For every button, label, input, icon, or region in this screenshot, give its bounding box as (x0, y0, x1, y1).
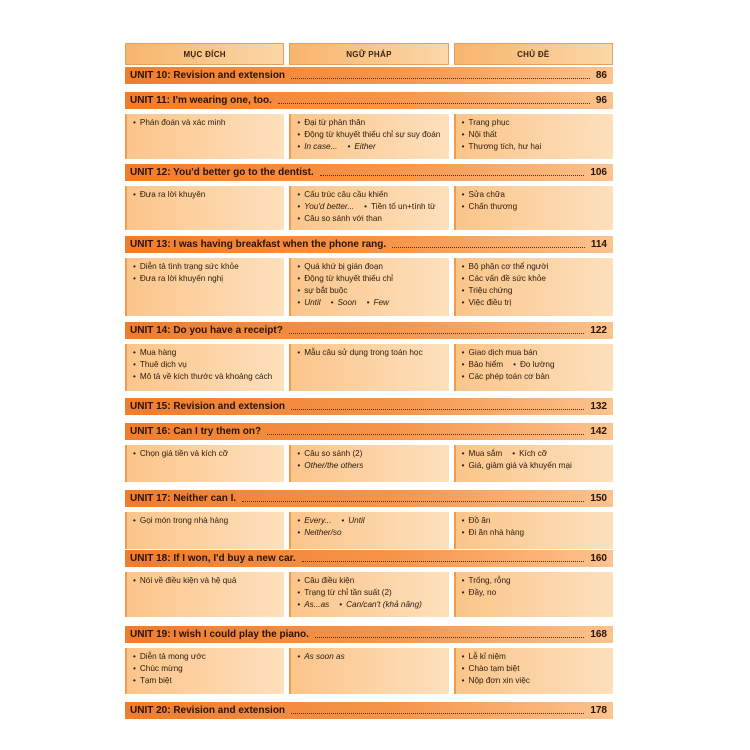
topic-cell (454, 572, 613, 617)
list-item: • Chọn giá tiền và kích cỡ (133, 448, 280, 460)
grammar-cell (289, 572, 448, 617)
list-item: • Nội thất (462, 129, 609, 141)
unit-title: UNIT 16: Can I try them on? (130, 426, 262, 437)
list-item: • Câu điều kiện (297, 575, 444, 587)
list-item: • You'd better... (297, 201, 354, 213)
list-item: • Động từ khuyết thiếu chỉ (297, 273, 444, 285)
list-item: • In case... (297, 141, 337, 153)
list-item: • As soon as (297, 651, 444, 663)
item-group (297, 599, 444, 611)
unit-title: UNIT 13: I was having breakfast when the phone rang. (130, 239, 387, 250)
list-item: • Diễn tả mong ước (133, 651, 280, 663)
unit-heading (125, 490, 613, 507)
list-item: • Các phép toán cơ bản (462, 371, 609, 383)
dot-leader (302, 561, 585, 562)
list-item: • Câu so sánh với than (297, 213, 444, 225)
unit-heading (125, 550, 613, 567)
dot-leader (291, 409, 584, 410)
topic-cell (454, 648, 613, 694)
unit-detail-row (125, 572, 613, 617)
dot-leader (291, 713, 584, 714)
unit-title: UNIT 12: You'd better go to the dentist. (130, 167, 314, 178)
unit-heading (125, 236, 613, 253)
purpose-cell (125, 445, 284, 482)
list-item: • Quá khứ bị gián đoạn (297, 261, 444, 273)
list-item: • As...as (297, 599, 329, 611)
dot-leader (278, 103, 590, 104)
grammar-cell (289, 114, 448, 159)
list-item: • Every... (297, 515, 331, 527)
item-group (462, 448, 609, 460)
unit-page-number: 122 (590, 325, 607, 336)
unit-heading (125, 702, 613, 719)
list-item: • Sửa chữa (462, 189, 609, 201)
unit-page-number: 178 (590, 705, 607, 716)
list-item: • Mô tả về kích thước và khoảng cách (133, 371, 280, 383)
unit-detail-row (125, 258, 613, 316)
list-item: • Tiền tố un+tính từ (364, 201, 435, 213)
unit-title: UNIT 11: I'm wearing one, too. (130, 95, 272, 106)
unit-detail-row (125, 114, 613, 159)
header-topic: CHỦ ĐỀ (454, 43, 613, 65)
purpose-cell (125, 572, 284, 617)
topic-cell (454, 344, 613, 391)
unit-title: UNIT 10: Revision and extension (130, 70, 286, 81)
list-item: • Neither/so (297, 527, 444, 539)
unit-title: UNIT 18: If I won, I'd buy a new car. (130, 553, 296, 564)
list-item: • Chào tạm biệt (462, 663, 609, 675)
unit-heading (125, 423, 613, 440)
unit-page-number: 160 (590, 553, 607, 564)
unit-heading (125, 164, 613, 181)
list-item: • Mua sắm (462, 448, 503, 460)
topic-cell (454, 186, 613, 230)
list-item: • Trạng từ chỉ tần suất (2) (297, 587, 444, 599)
grammar-cell (289, 445, 448, 482)
unit-heading (125, 67, 613, 84)
unit-detail-row (125, 186, 613, 230)
list-item: • Đồ ăn (462, 515, 609, 527)
list-item: • Đưa ra lời khuyến nghị (133, 273, 280, 285)
unit-heading (125, 626, 613, 643)
list-item: • Either (347, 141, 375, 153)
list-item: • Nộp đơn xin việc (462, 675, 609, 687)
list-item: • Đưa ra lời khuyên (133, 189, 280, 201)
list-item: • Các vấn đề sức khỏe (462, 273, 609, 285)
list-item: • Việc điều trị (462, 297, 609, 309)
list-item: • Cấu trúc câu cầu khiến (297, 189, 444, 201)
list-item: • Can/can't (khả năng) (339, 599, 422, 611)
unit-detail-row (125, 512, 613, 549)
list-item: • Until (297, 297, 320, 309)
purpose-cell (125, 344, 284, 391)
list-item: • Tạm biệt (133, 675, 280, 687)
item-group (297, 515, 444, 527)
list-item: • Few (367, 297, 389, 309)
purpose-cell (125, 648, 284, 694)
list-item: • Đầy, no (462, 587, 609, 599)
unit-title: UNIT 20: Revision and extension (130, 705, 286, 716)
list-item: • Bộ phận cơ thể người (462, 261, 609, 273)
topic-cell (454, 258, 613, 316)
unit-title: UNIT 19: I wish I could play the piano. (130, 629, 309, 640)
unit-heading (125, 92, 613, 109)
unit-heading (125, 322, 613, 339)
list-item: • Đo lường (513, 359, 554, 371)
unit-detail-row (125, 445, 613, 482)
list-item: • Thuê dịch vụ (133, 359, 280, 371)
dot-leader (315, 637, 584, 638)
list-item: • Phán đoán và xác minh (133, 117, 280, 129)
list-item: • Trang phục (462, 117, 609, 129)
list-item: • Kích cỡ (512, 448, 547, 460)
unit-page-number: 86 (595, 70, 607, 81)
list-item: • Đi ăn nhà hàng (462, 527, 609, 539)
list-item: • Chúc mừng (133, 663, 280, 675)
dot-leader (392, 247, 585, 248)
list-item: • Bảo hiểm (462, 359, 503, 371)
header-grammar: NGỮ PHÁP (289, 43, 448, 65)
topic-cell (454, 512, 613, 549)
list-item: • Mua hàng (133, 347, 280, 359)
unit-page-number: 96 (595, 95, 607, 106)
item-group (462, 359, 609, 371)
purpose-cell (125, 114, 284, 159)
item-group (297, 141, 444, 153)
dot-leader (267, 434, 584, 435)
unit-title: UNIT 14: Do you have a receipt? (130, 325, 283, 336)
purpose-cell (125, 258, 284, 316)
list-item: • Giao dịch mua bán (462, 347, 609, 359)
unit-page-number: 150 (590, 493, 607, 504)
list-item: • Other/the others (297, 460, 444, 472)
unit-detail-row (125, 344, 613, 391)
unit-detail-row (125, 648, 613, 694)
dot-leader (242, 501, 584, 502)
topic-cell (454, 445, 613, 482)
list-item: • Giá, giảm giá và khuyến mại (462, 460, 609, 472)
list-item: • Soon (331, 297, 357, 309)
grammar-cell (289, 344, 448, 391)
list-item: • Triệu chứng (462, 285, 609, 297)
item-group (297, 201, 444, 213)
grammar-cell (289, 648, 448, 694)
unit-title: UNIT 15: Revision and extension (130, 401, 286, 412)
purpose-cell (125, 512, 284, 549)
unit-page-number: 142 (590, 426, 607, 437)
dot-leader (291, 78, 590, 79)
grammar-cell (289, 258, 448, 316)
list-item: • Diễn tả tình trạng sức khỏe (133, 261, 280, 273)
unit-page-number: 168 (590, 629, 607, 640)
unit-heading (125, 398, 613, 415)
column-headers (125, 43, 613, 65)
list-item: • Nói về điều kiện và hệ quả (133, 575, 280, 587)
list-item: • sự bắt buộc (297, 285, 444, 297)
list-item: • Đại từ phản thân (297, 117, 444, 129)
unit-page-number: 106 (590, 167, 607, 178)
unit-title: UNIT 17: Neither can I. (130, 493, 237, 504)
list-item: • Chấn thương (462, 201, 609, 213)
item-group (297, 297, 444, 309)
topic-cell (454, 114, 613, 159)
list-item: • Until (341, 515, 364, 527)
list-item: • Câu so sánh (2) (297, 448, 444, 460)
grammar-cell (289, 186, 448, 230)
purpose-cell (125, 186, 284, 230)
dot-leader (320, 175, 585, 176)
unit-page-number: 114 (590, 239, 607, 250)
unit-page-number: 132 (590, 401, 607, 412)
list-item: • Gọi món trong nhà hàng (133, 515, 280, 527)
grammar-cell (289, 512, 448, 549)
list-item: • Thương tích, hư hại (462, 141, 609, 153)
list-item: • Mẫu câu sử dụng trong toán học (297, 347, 444, 359)
dot-leader (289, 333, 584, 334)
list-item: • Trống, rỗng (462, 575, 609, 587)
list-item: • Động từ khuyết thiếu chỉ sự suy đoán (297, 129, 444, 141)
header-purpose: MỤC ĐÍCH (125, 43, 284, 65)
list-item: • Lễ kỉ niệm (462, 651, 609, 663)
table-of-contents (125, 43, 613, 716)
